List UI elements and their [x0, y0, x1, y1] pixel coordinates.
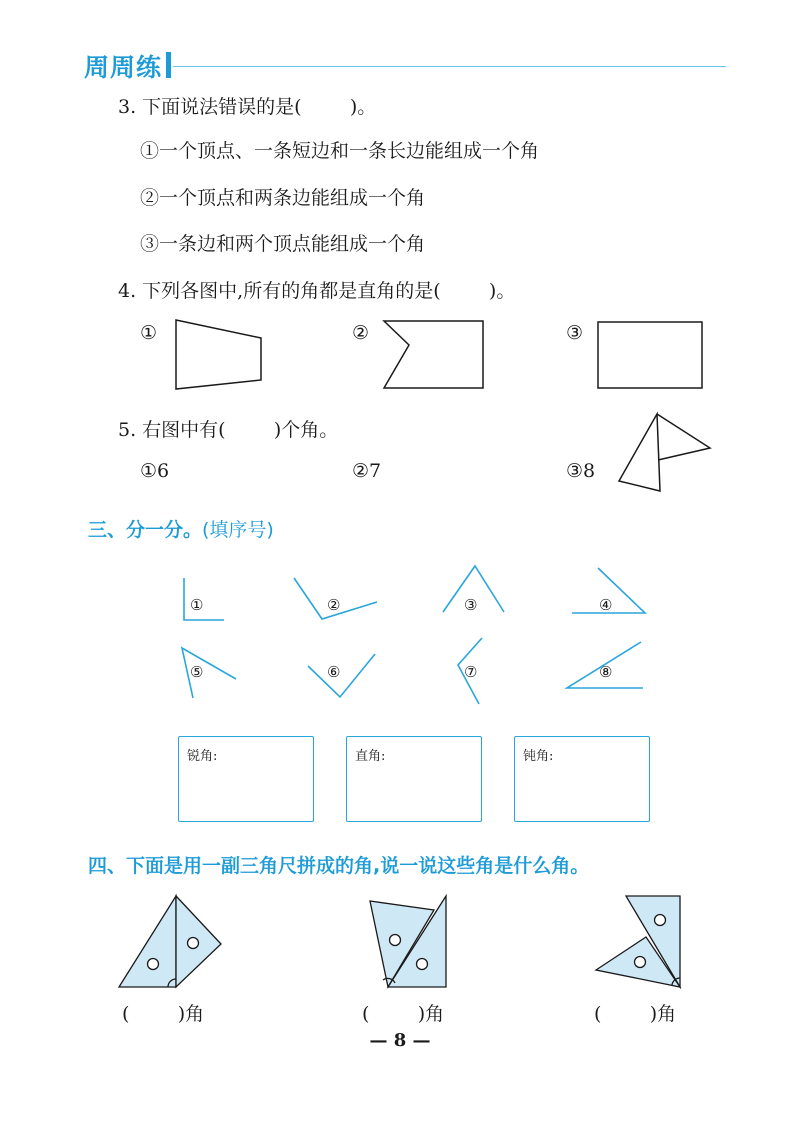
- q4-shape-trapezoid: [176, 320, 261, 389]
- q4-shape-rectangle: [598, 322, 702, 388]
- set-square-figure-2: [370, 896, 446, 987]
- angle-6: [308, 654, 375, 697]
- set-square-figure-3: [596, 896, 680, 987]
- question-5-option-1: ①6: [140, 460, 170, 482]
- angle-label-6: ⑥: [327, 663, 341, 681]
- angle-5: [182, 648, 236, 698]
- obtuse-angle-label: 钝角:: [523, 749, 554, 764]
- angle-7: [458, 638, 482, 704]
- question-4-marker-2: ②: [352, 322, 370, 344]
- section-4-title: 四、下面是用一副三角尺拼成的角,说一说这些角是什么角。: [88, 855, 590, 877]
- angle-label-3: ③: [464, 596, 478, 614]
- answer-blank-1[interactable]: ( )角: [122, 1003, 205, 1025]
- answer-blank-2[interactable]: ( )角: [362, 1003, 445, 1025]
- question-3-stem: 3. 下面说法错误的是( )。: [118, 96, 377, 118]
- angle-4: [572, 568, 645, 613]
- question-5-option-2: ②7: [352, 460, 382, 482]
- angle-label-7: ⑦: [464, 663, 478, 681]
- question-4-stem: 4. 下列各图中,所有的角都是直角的是( )。: [118, 280, 516, 302]
- answer-blank-3[interactable]: ( )角: [594, 1003, 677, 1025]
- angle-drawings: [182, 566, 645, 704]
- q4-shape-notched-rectangle: [384, 321, 483, 388]
- set-square-figure-1: [119, 896, 221, 987]
- question-5-option-3: ③8: [566, 460, 596, 482]
- acute-angle-label: 锐角:: [187, 749, 218, 764]
- question-3-option-1: ①一个顶点、一条短边和一条长边能组成一个角: [140, 140, 540, 162]
- angle-label-8: ⑧: [599, 663, 613, 681]
- question-4-marker-1: ①: [140, 322, 158, 344]
- angle-label-4: ④: [599, 596, 613, 614]
- question-5-stem: 5. 右图中有( )个角。: [118, 419, 339, 441]
- angle-3: [443, 566, 504, 612]
- angle-8: [567, 642, 643, 688]
- question-3-option-2: ②一个顶点和两条边能组成一个角: [140, 187, 426, 209]
- page-header-title: 周周练: [84, 53, 163, 82]
- angle-1: [184, 578, 224, 620]
- angle-label-5: ⑤: [190, 663, 204, 681]
- q5-angle-figure: [619, 414, 710, 491]
- section-3-title: 三、分一分。: [88, 519, 203, 541]
- question-3-option-3: ③一条边和两个顶点能组成一个角: [140, 233, 426, 255]
- angle-label-1: ①: [190, 596, 204, 614]
- question-4-marker-3: ③: [566, 322, 584, 344]
- angle-label-2: ②: [327, 596, 341, 614]
- page-number: — 8 —: [369, 1030, 431, 1051]
- right-angle-label: 直角:: [355, 749, 386, 764]
- angle-2: [294, 578, 377, 619]
- section-3-subtitle: (填序号): [202, 519, 274, 541]
